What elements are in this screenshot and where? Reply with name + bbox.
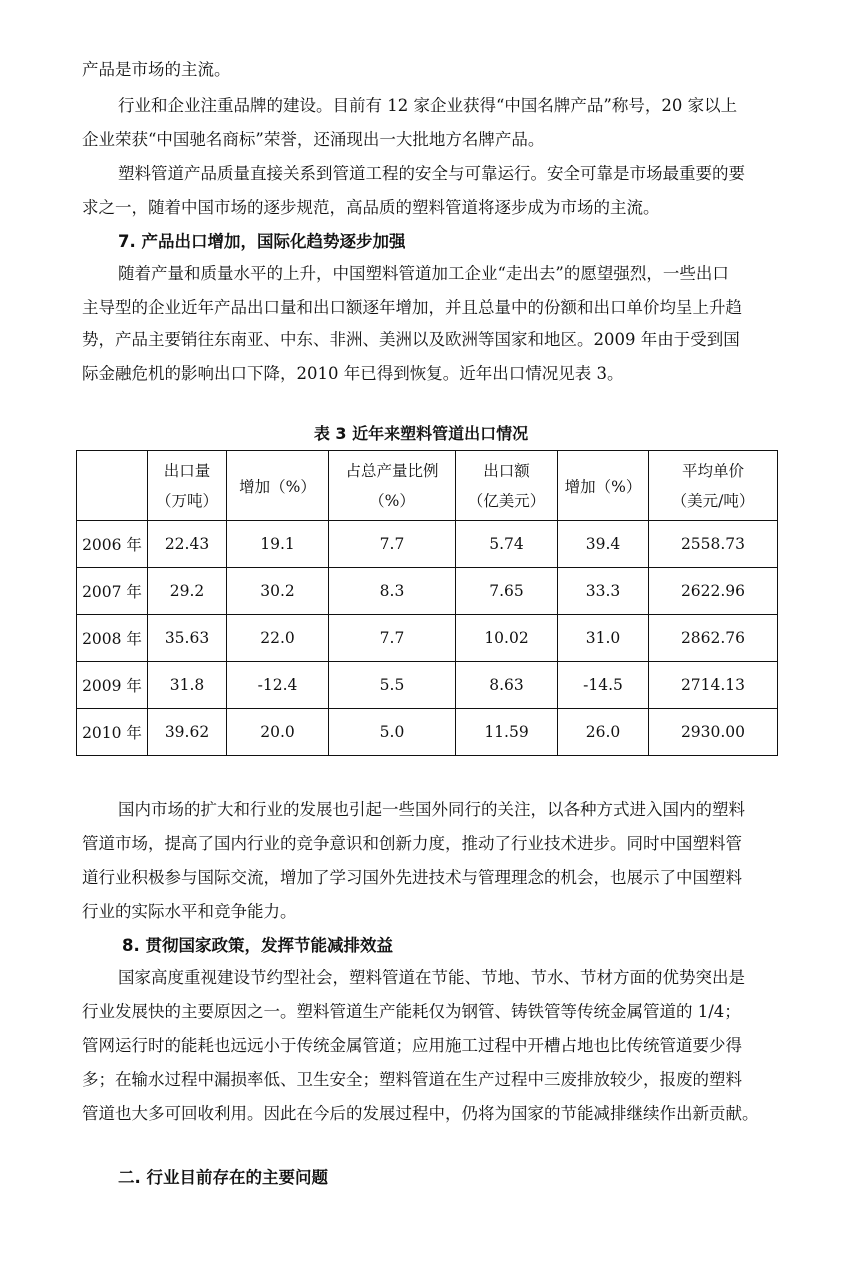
table-cell: -14.5 [558, 662, 649, 709]
table-cell: 22.43 [148, 521, 227, 568]
paragraph-line: 产品是市场的主流。 [82, 60, 231, 79]
table-cell: 8.3 [329, 568, 456, 615]
table-cell: 2714.13 [649, 662, 778, 709]
table-cell: 19.1 [227, 521, 329, 568]
table-cell: 8.63 [456, 662, 558, 709]
paragraph-line: 管道市场，提高了国内行业的竞争意识和创新力度，推动了行业技术进步。同时中国塑料管 [82, 834, 742, 853]
table-cell: 2930.00 [649, 709, 778, 756]
header-cell [77, 451, 148, 521]
year-cell: 2007 年 [77, 568, 148, 615]
header-cell: 平均单价 （美元/吨） [649, 451, 778, 521]
table-cell: 20.0 [227, 709, 329, 756]
year-cell: 2006 年 [77, 521, 148, 568]
section-heading: 8. 贯彻国家政策，发挥节能减排效益 [122, 936, 393, 955]
table-row [77, 615, 778, 662]
table-cell: 33.3 [558, 568, 649, 615]
header-cell: 出口额 （亿美元） [456, 451, 558, 521]
header-cell: 出口量 （万吨） [148, 451, 227, 521]
table-cell: 7.7 [329, 615, 456, 662]
table-header-row [77, 451, 778, 521]
paragraph-line: 主导型的企业近年产品出口量和出口额逐年增加，并且总量中的份额和出口单价均呈上升趋 [82, 298, 742, 317]
year-cell: 2010 年 [77, 709, 148, 756]
table-cell: 2558.73 [649, 521, 778, 568]
table-cell: 11.59 [456, 709, 558, 756]
table-cell: 5.0 [329, 709, 456, 756]
table-cell: 26.0 [558, 709, 649, 756]
table-cell: 2622.96 [649, 568, 778, 615]
table-row [77, 568, 778, 615]
table-cell: 35.63 [148, 615, 227, 662]
table-cell: 31.0 [558, 615, 649, 662]
header-cell: 增加（%） [227, 451, 329, 521]
table-cell: 31.8 [148, 662, 227, 709]
table-cell: -12.4 [227, 662, 329, 709]
paragraph-line: 塑料管道产品质量直接关系到管道工程的安全与可靠运行。安全可靠是市场最重要的要 [118, 164, 745, 183]
paragraph-line: 企业荣获“中国驰名商标”荣誉，还涌现出一大批地方名牌产品。 [82, 130, 545, 149]
table-cell: 5.74 [456, 521, 558, 568]
table-cell: 30.2 [227, 568, 329, 615]
table-cell: 10.02 [456, 615, 558, 662]
table-cell: 7.65 [456, 568, 558, 615]
export-table [76, 450, 778, 756]
table-row [77, 662, 778, 709]
table-cell: 7.7 [329, 521, 456, 568]
table-row [77, 521, 778, 568]
table-cell: 39.62 [148, 709, 227, 756]
paragraph-line: 国内市场的扩大和行业的发展也引起一些国外同行的关注，以各种方式进入国内的塑料 [118, 800, 745, 819]
table-cell: 39.4 [558, 521, 649, 568]
paragraph-line: 行业发展快的主要原因之一。塑料管道生产能耗仅为钢管、铸铁管等传统金属管道的 1/4； [82, 1002, 741, 1021]
paragraph-line: 势，产品主要销往东南亚、中东、非洲、美洲以及欧洲等国家和地区。2009 年由于受到国 [82, 330, 740, 349]
table-cell: 5.5 [329, 662, 456, 709]
paragraph-line: 管网运行时的能耗也远远小于传统金属管道；应用施工过程中开槽占地也比传统管道要少得 [82, 1036, 742, 1055]
section-heading: 7. 产品出口增加，国际化趋势逐步加强 [118, 232, 406, 251]
year-cell: 2009 年 [77, 662, 148, 709]
paragraph-line: 多；在输水过程中漏损率低、卫生安全；塑料管道在生产过程中三废排放较少，报废的塑料 [82, 1070, 742, 1089]
header-cell: 增加（%） [558, 451, 649, 521]
paragraph-line: 国家高度重视建设节约型社会，塑料管道在节能、节地、节水、节材方面的优势突出是 [118, 968, 745, 987]
table-cell: 2862.76 [649, 615, 778, 662]
chapter-heading: 二. 行业目前存在的主要问题 [118, 1168, 329, 1187]
paragraph-line: 行业和企业注重品牌的建设。目前有 12 家企业获得“中国名牌产品”称号，20 家以上 [118, 96, 738, 115]
header-cell: 占总产量比例 （%） [329, 451, 456, 521]
paragraph-line: 管道也大多可回收利用。因此在今后的发展过程中，仍将为国家的节能减排继续作出新贡献。 [82, 1104, 759, 1123]
paragraph-line: 际金融危机的影响出口下降，2010 年已得到恢复。近年出口情况见表 3。 [82, 364, 624, 383]
year-cell: 2008 年 [77, 615, 148, 662]
paragraph-line: 求之一，随着中国市场的逐步规范，高品质的塑料管道将逐步成为市场的主流。 [82, 198, 660, 217]
table-cell: 22.0 [227, 615, 329, 662]
paragraph-line: 随着产量和质量水平的上升，中国塑料管道加工企业“走出去”的愿望强烈，一些出口 [118, 264, 729, 283]
paragraph-line: 道行业积极参与国际交流，增加了学习国外先进技术与管理理念的机会，也展示了中国塑料 [82, 868, 742, 887]
paragraph-line: 行业的实际水平和竞争能力。 [82, 902, 297, 921]
table-row [77, 709, 778, 756]
table-caption: 表 3 近年来塑料管道出口情况 [313, 424, 529, 443]
table-cell: 29.2 [148, 568, 227, 615]
